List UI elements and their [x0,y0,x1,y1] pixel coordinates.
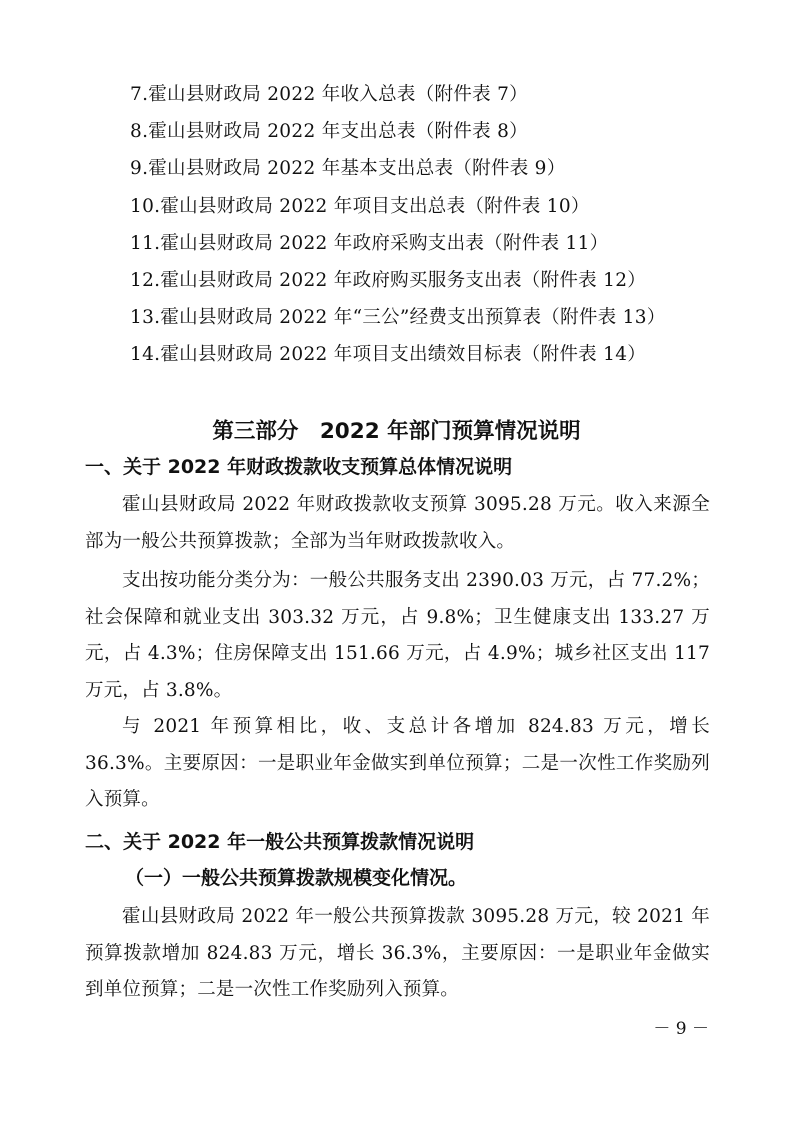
attachment-item: 7.霍山县财政局 2022 年收入总表（附件表 7） [130,84,528,105]
attachment-item: 10.霍山县财政局 2022 年项目支出总表（附件表 10） [130,195,590,217]
section1-paragraph-1: 霍山县财政局 2022 年财政拨款收支预算 3095.28 万元。收入来源全部为一般公共预算拨款；全部为当年财政拨款收入。 [85,494,710,552]
attachment-list [130,76,770,374]
attachment-item: 13.霍山县财政局 2022 年“三公”经费支出预算表（附件表 13） [130,307,666,329]
section2-subheading: （一）一般公共预算拨款规模变化情况。 [125,867,468,889]
page-number: － 9 － [653,1019,709,1039]
part-title: 第三部分 2022 年部门预算情况说明 [212,419,581,444]
attachment-item: 9.霍山县财政局 2022 年基本支出总表（附件表 9） [130,158,566,180]
section1-paragraph-2: 支出按功能分类分为：一般公共服务支出 2390.03 万元，占 77.2%；社会保障和就业支出 303.32 万元，占 9.8%；卫生健康支出 133.27 万元，占 4.3%；住房保障支出 151.66 万元，占 4.9%；城乡社区支出 117 万元，占 3.8%。 [85,570,710,701]
attachment-item: 14.霍山县财政局 2022 年项目支出绩效目标表（附件表 14） [130,344,647,366]
attachment-item: 11.霍山县财政局 2022 年政府采购支出表（附件表 11） [130,232,609,254]
section2-paragraph-1: 霍山县财政局 2022 年一般公共预算拨款 3095.28 万元，较 2021 年预算拨款增加 824.83 万元，增长 36.3%，主要原因：一是职业年金做实到单位预算；二是一次性工作奖励列入预算。 [85,906,710,1000]
section1-paragraph-3: 与 2021 年预算相比，收、支总计各增加 824.83 万元，增长 36.3%。主要原因：一是职业年金做实到单位预算；二是一次性工作奖励列入预算。 [85,716,710,810]
attachment-item: 8.霍山县财政局 2022 年支出总表（附件表 8） [130,121,528,143]
section1-heading: 一、关于 2022 年财政拨款收支预算总体情况说明 [85,456,513,478]
section2-heading: 二、关于 2022 年一般公共预算拨款情况说明 [85,831,475,853]
attachment-item: 12.霍山县财政局 2022 年政府购买服务支出表（附件表 12） [130,269,647,291]
